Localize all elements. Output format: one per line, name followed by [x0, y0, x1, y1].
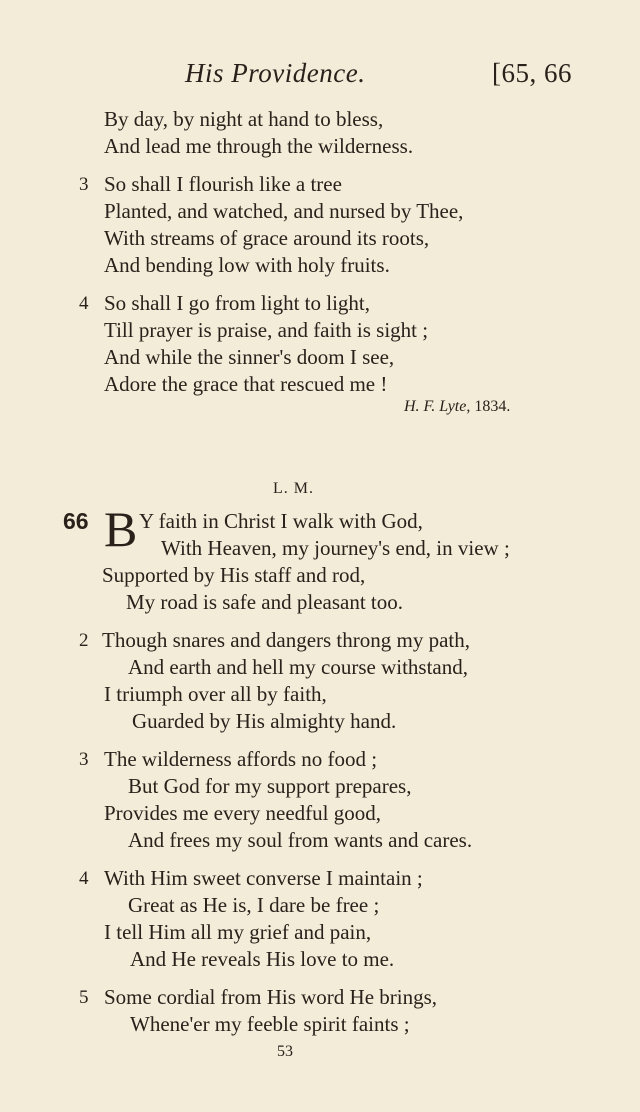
verse-line: Y faith in Christ I walk with God,: [139, 509, 423, 533]
verse-number: 4: [79, 293, 89, 314]
hymn-number: 66: [63, 508, 89, 534]
verse-line: Planted, and watched, and nursed by Thee,: [104, 199, 464, 223]
verse-line: Whene'er my feeble spirit faints ;: [130, 1012, 410, 1036]
verse-line: And earth and hell my course withstand,: [128, 655, 468, 679]
verse-line: And frees my soul from wants and cares.: [128, 828, 473, 852]
verse-line: Though snares and dangers throng my path,: [102, 628, 471, 652]
verse-line: So shall I flourish like a tree: [104, 172, 342, 196]
verse-number: 4: [79, 868, 89, 889]
verse-line: And bending low with holy fruits.: [104, 253, 390, 277]
verse-line: Great as He is, I dare be free ;: [128, 893, 380, 917]
verse-line: With Heaven, my journey's end, in view ;: [161, 536, 510, 560]
author-name: H. F. Lyte: [404, 398, 467, 415]
page-header-title: His Providence.: [185, 58, 366, 88]
verse-line: Guarded by His almighty hand.: [132, 709, 397, 733]
verse-line: By day, by night at hand to bless,: [104, 107, 384, 131]
hymn-meter: L. M.: [273, 480, 314, 497]
verse-number: 3: [79, 749, 89, 770]
drop-cap: B: [104, 501, 138, 557]
verse-line: Adore the grace that rescued me !: [104, 372, 388, 396]
verse-line: The wilderness affords no food ;: [104, 747, 378, 771]
verse-line: With streams of grace around its roots,: [104, 226, 430, 250]
attribution-year: , 1834.: [466, 398, 511, 415]
verse-line: My road is safe and pleasant too.: [126, 590, 404, 614]
page-number: 53: [277, 1043, 293, 1060]
verse-line: And He reveals His love to me.: [130, 947, 395, 971]
verse-line: And lead me through the wilderness.: [104, 134, 414, 158]
verse-line: But God for my support prepares,: [128, 774, 412, 798]
verse-number: 5: [79, 987, 89, 1008]
verse-line: And while the sinner's doom I see,: [104, 345, 395, 369]
verse-number: 3: [79, 174, 89, 195]
verse-line: With Him sweet converse I maintain ;: [104, 866, 423, 890]
verse-line: Some cordial from His word He brings,: [104, 985, 438, 1009]
verse-line: I triumph over all by faith,: [104, 682, 327, 706]
verse-number: 2: [79, 630, 89, 651]
verse-line: Supported by His staff and rod,: [102, 563, 366, 587]
verse-line: I tell Him all my grief and pain,: [104, 920, 372, 944]
verse-line: So shall I go from light to light,: [104, 291, 370, 315]
verse-line: Till prayer is praise, and faith is sight ;: [104, 318, 429, 342]
hymn-attribution: [404, 398, 510, 416]
verse-line: Provides me every needful good,: [104, 801, 382, 825]
page-header-hymn-range: [65, 66: [492, 58, 572, 88]
